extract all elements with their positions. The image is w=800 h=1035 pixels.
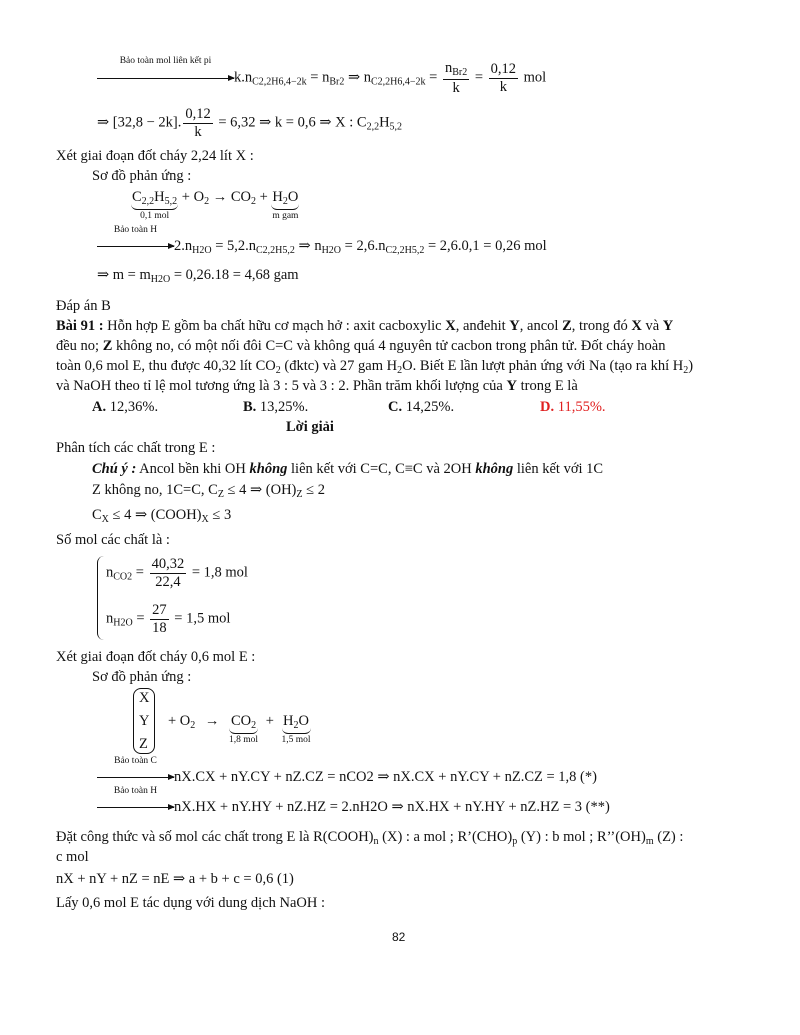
species-z: Z	[139, 736, 148, 752]
problem-statement: đều no; Z không no, có một nối đôi C=C và không quá 4 nguyên tử cacbon trong phân tử. Đốt cháy hoàn	[56, 338, 666, 354]
species-y: Y	[139, 713, 150, 729]
paragraph: Đặt công thức và số mol các chất trong E là $R(COOH)_n$ (X) : a mol ; $R’(CHO)_p$ (Y) : b mol ; $R’’(OH)_m$ (Z) :	[56, 829, 684, 847]
answer-line: Đáp án B	[56, 298, 111, 314]
problem-statement: và NaOH theo tỉ lệ mol tương ứng là 3 : 5 và 3 : 2. Phần trăm khối lượng của Y trong E là	[56, 378, 578, 394]
reaction-scheme-1: $C_{2,2}H_{5,2}$ 0,1 mol + $O_2 \to CO_2$ + $H_2O$ m gam	[132, 189, 299, 221]
page-number: 82	[392, 930, 406, 944]
brace-icon	[97, 556, 104, 640]
paragraph: Số mol các chất là :	[56, 532, 170, 548]
option-b: B. 13,25%.	[243, 399, 309, 415]
equation-1: nX + nY + nZ = nE ⇒ a + b + c = 0,6 (1)	[56, 871, 294, 887]
fraction: $\frac{n_{Br2}}{k}$	[444, 60, 468, 96]
option-d: D. 11,55%.	[540, 399, 606, 415]
fraction: $\frac{0,12}{k}$	[490, 60, 517, 95]
subscript: C2,2H6,4−2k	[371, 76, 426, 88]
paragraph: Xét giai đoạn đốt cháy 0,6 mol E :	[56, 649, 256, 665]
paragraph: Sơ đồ phản ứng :	[92, 168, 192, 184]
text: k.n	[234, 69, 253, 86]
condition-z: Z không no, 1C=C, $C_Z \le 4$ ⇒ $(OH)_Z \le 2$	[92, 482, 325, 500]
text: ⇒ n	[344, 69, 371, 86]
paragraph: Phân tích các chất trong E :	[56, 440, 216, 456]
equation-bao-toan-h-2: Bảo toàn H nX.HX + nY.HY + nZ.HZ = 2.nH2O ⇒ nX.HX + nY.HY + nZ.HZ = 3 (**)	[97, 799, 610, 816]
equation-bao-toan-h: Bảo toàn H $2.n_{H2O} = 5,2.n_{C2,2H5,2}$ ⇒ $n_{H2O} = 2,6.n_{C2,2H5,2} = 2,6.0,1 = 0,26$ mol	[97, 238, 547, 257]
species-x: X	[139, 690, 150, 706]
arrow-icon	[97, 56, 234, 86]
note: Chú ý : Ancol bền khi OH không liên kết với C=C, C≡C và 2OH không liên kết với 1C	[92, 461, 604, 477]
reaction-scheme-2: + $O_2$ → $CO_2$ 1,8 mol + $H_2O$ 1,5 mol	[168, 713, 311, 745]
paragraph: c mol	[56, 849, 89, 865]
solution-heading: Lời giải	[286, 419, 334, 435]
problem-statement: Bài 91 : Hỗn hợp E gồm ba chất hữu cơ mạch hở : axit cacboxylic X, anđehit Y, ancol Z, trong đó X và Y	[56, 318, 674, 334]
paragraph: Xét giai đoạn đốt cháy 2,24 lít X :	[56, 148, 254, 164]
equation-mol-pi: Bảo toàn mol liên kết pi $k.n_{C2,2H6,4-2k} = n_{Br2}$ ⇒ $n_{C2,2H6,4-2k}$ = $\frac{n_{Br2}}{k}$ = $\frac{0,12}{k}$ mol	[97, 60, 546, 96]
subscript: C2,2H6,4−2k	[252, 76, 307, 88]
problem-statement: toàn 0,6 mol E, thu được 40,32 lít $CO_2$ (đktc) và 27 gam $H_2O$. Biết E lần lượt phản ứng với Na (tạo ra khí $H_2$)	[56, 358, 694, 376]
paragraph: Sơ đồ phản ứng :	[92, 669, 192, 685]
option-c: C. 14,25%.	[388, 399, 455, 415]
option-a: A. 12,36%.	[92, 399, 159, 415]
equation-k: ⇒ [32,8 − 2k]. $\frac{0,12}{k}$ = 6,32 ⇒ k = 0,6 ⇒ X : $C_{2,2}H_{5,2}$	[97, 106, 403, 140]
subscript: Br2	[329, 76, 345, 88]
arrow-label: Bảo toàn mol liên kết pi	[119, 56, 212, 67]
equation-n-co2: $n_{CO2}$ = $\frac{40,32}{22,4}$ = 1,8 mol	[106, 556, 248, 590]
paragraph: Lấy 0,6 mol E tác dụng với dung dịch NaOH :	[56, 895, 326, 911]
equation-m: ⇒ $m = m_{H2O} = 0,26.18 = 4,68$ gam	[97, 267, 299, 285]
condition-x: $C_X \le 4$ ⇒ $(COOH)_X \le 3$	[92, 507, 232, 525]
equation-n-h2o: $n_{H2O}$ = $\frac{27}{18}$ = 1,5 mol	[106, 602, 231, 636]
text: = n	[306, 69, 330, 86]
unit: mol	[523, 69, 547, 86]
equation-bao-toan-c: Bảo toàn C nX.CX + nY.CY + nZ.CZ = nCO2 ⇒ nX.CX + nY.CY + nZ.CZ = 1,8 (*)	[97, 769, 597, 786]
